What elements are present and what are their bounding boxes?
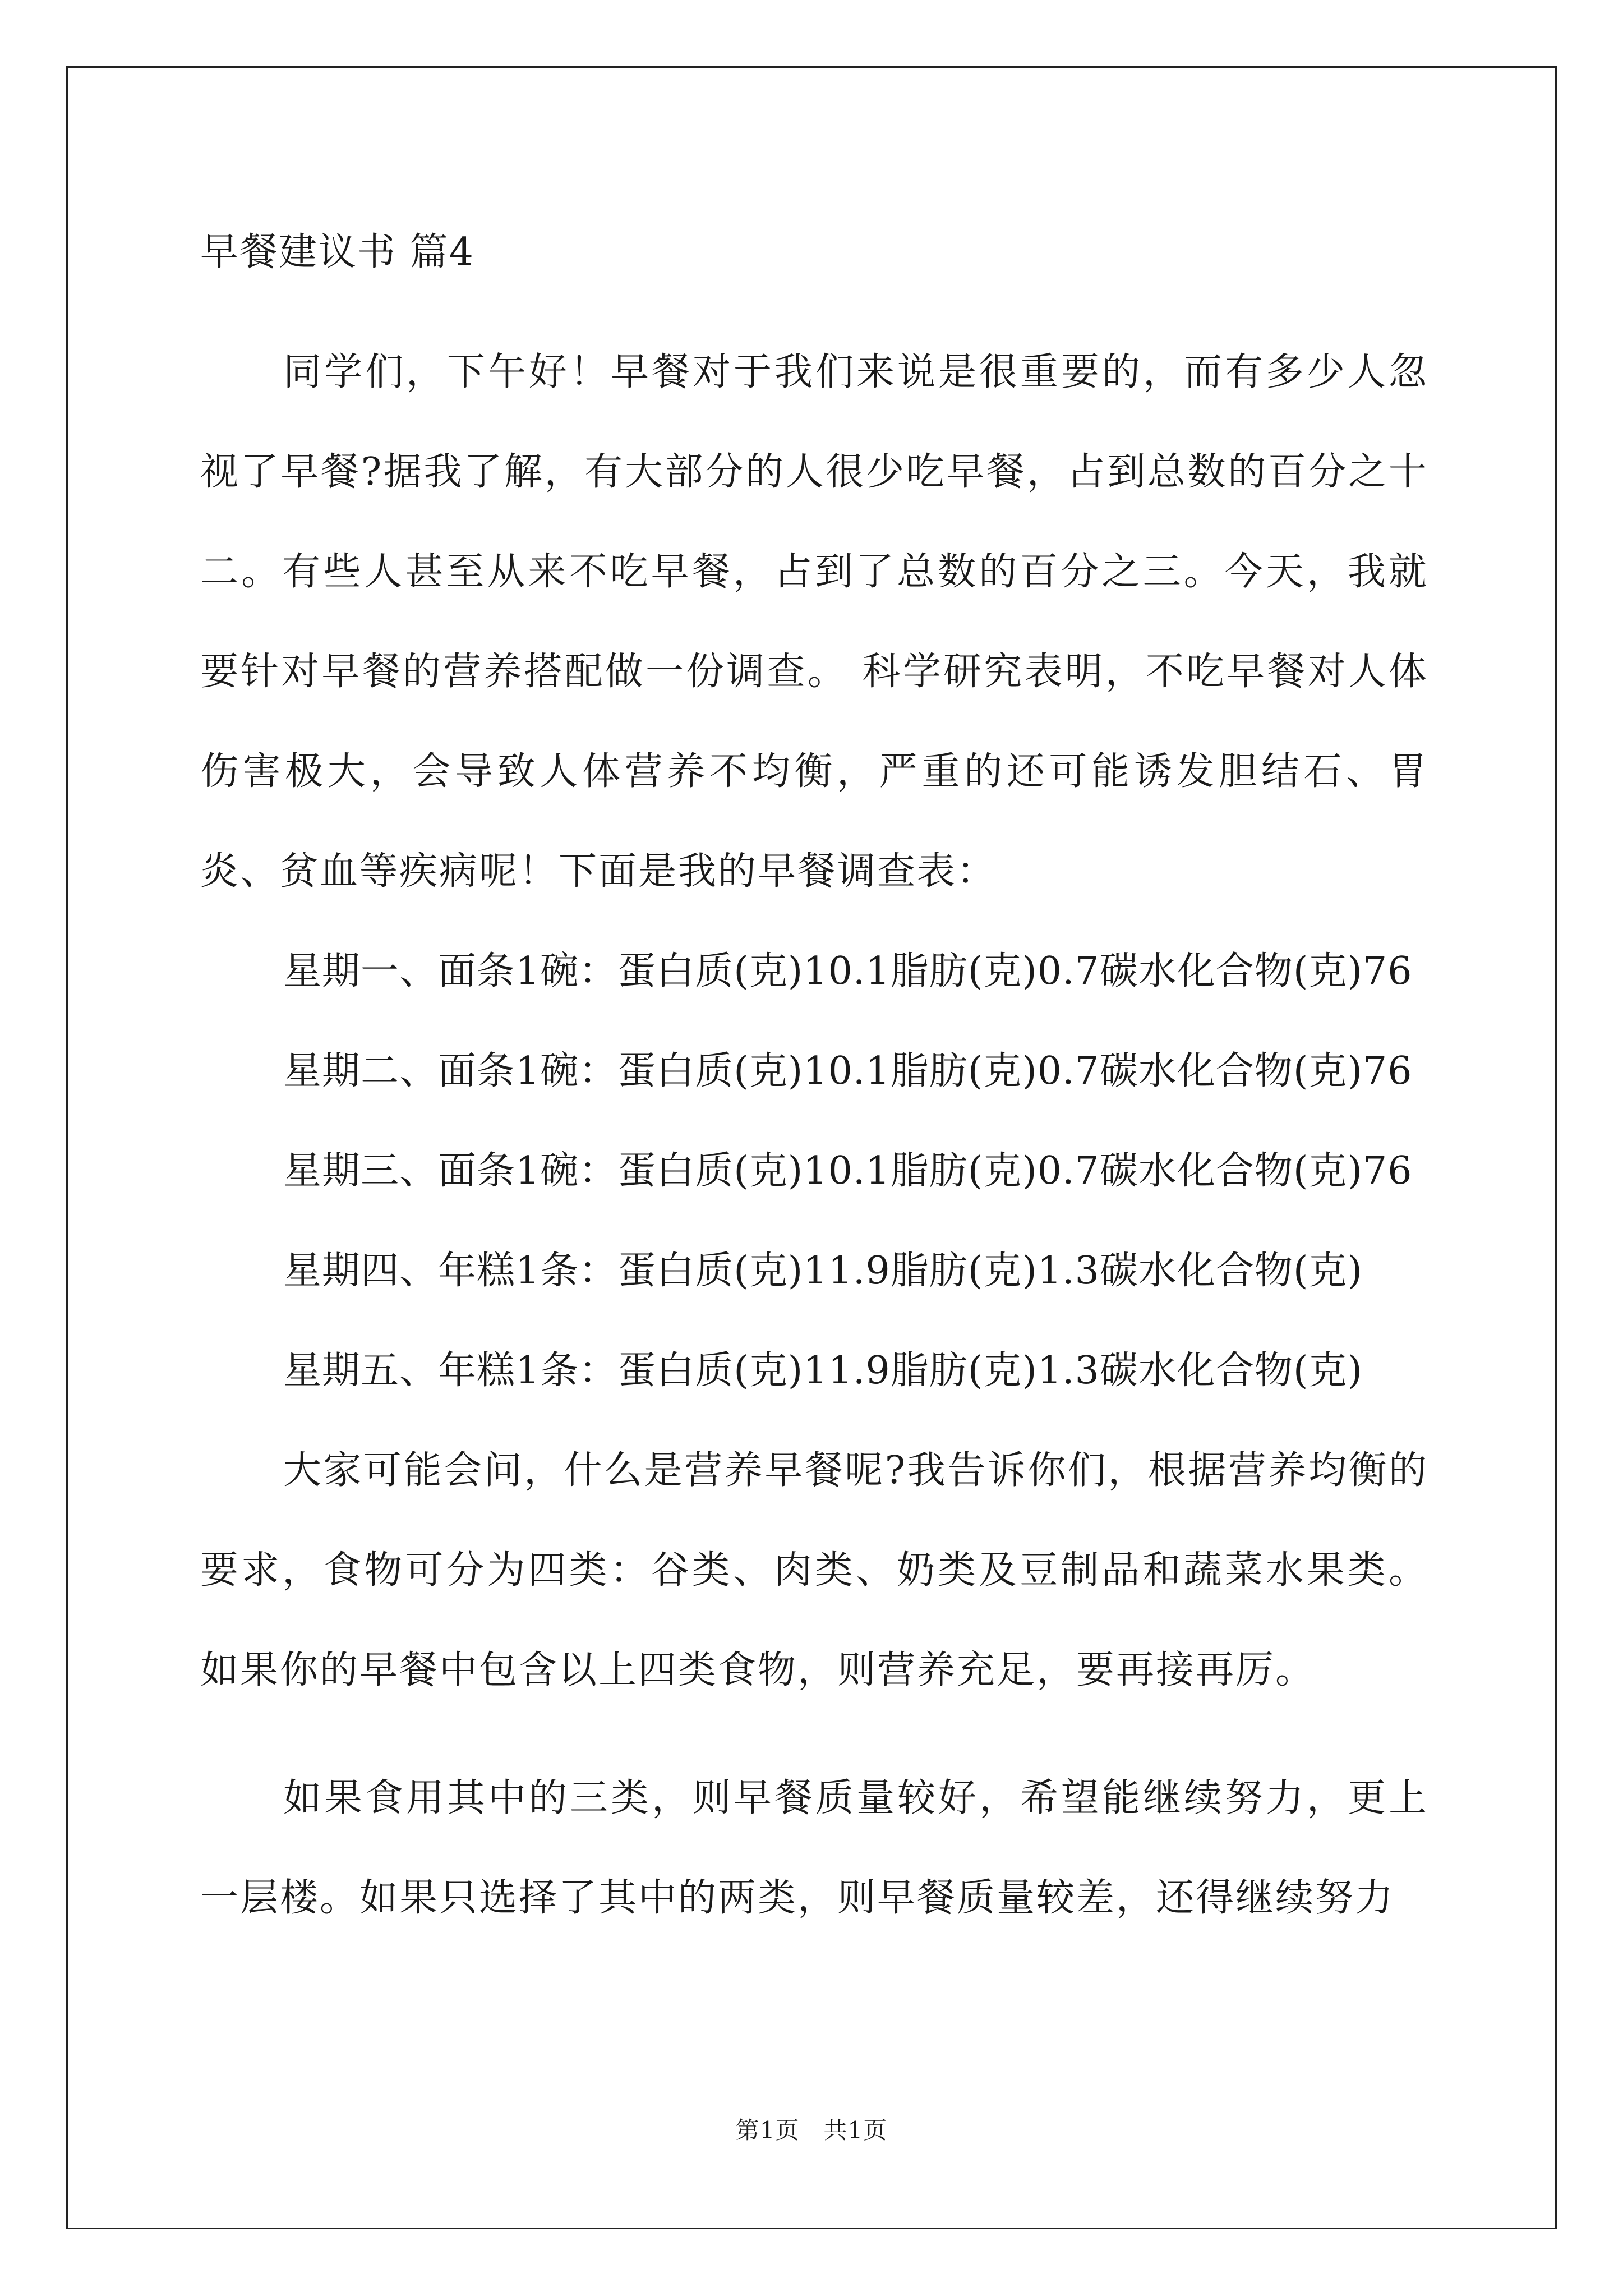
intro-paragraph: 同学们，下午好！早餐对于我们来说是很重要的，而有多少人忽视了早餐?据我了解，有大部分的人很少吃早餐，占到总数的百分之十二。有些人甚至从来不吃早餐，占到了总数的百分之三。今天，我就要针对早餐的营养搭配做一份调查。 科学研究表明，不吃早餐对人体伤害极大，会导致人体营养不均衡，严重的还可能诱发胆结石、胃炎、贫血等疾病呢！下面是我的早餐调查表： xyxy=(200,350,1428,894)
survey-row-thursday: 星期四、年糕1条：蛋白质(克)11.9脂肪(克)1.3碳水化合物(克) xyxy=(283,1249,1363,1293)
document-title: 早餐建议书 篇4 xyxy=(200,230,474,274)
survey-row-tuesday: 星期二、面条1碗：蛋白质(克)10.1脂肪(克)0.7碳水化合物(克)76 xyxy=(283,1049,1413,1093)
survey-row-monday: 星期一、面条1碗：蛋白质(克)10.1脂肪(克)0.7碳水化合物(克)76 xyxy=(283,949,1413,993)
document-body xyxy=(200,210,1428,1948)
page-footer: 第1页 共1页 xyxy=(735,2116,888,2144)
closing-paragraph: 如果食用其中的三类，则早餐质量较好，希望能继续努力，更上一层楼。如果只选择了其中的两类，则早餐质量较差，还得继续努力 xyxy=(200,1776,1428,1920)
survey-list xyxy=(200,922,1428,1421)
survey-row-friday: 星期五、年糕1条：蛋白质(克)11.9脂肪(克)1.3碳水化合物(克) xyxy=(283,1349,1363,1393)
survey-row-wednesday: 星期三、面条1碗：蛋白质(克)10.1脂肪(克)0.7碳水化合物(克)76 xyxy=(283,1149,1413,1193)
nutrition-paragraph: 大家可能会问，什么是营养早餐呢?我告诉你们，根据营养均衡的要求，食物可分为四类：谷类、肉类、奶类及豆制品和蔬菜水果类。如果你的早餐中包含以上四类食物，则营养充足，要再接再厉。 xyxy=(200,1448,1428,1692)
